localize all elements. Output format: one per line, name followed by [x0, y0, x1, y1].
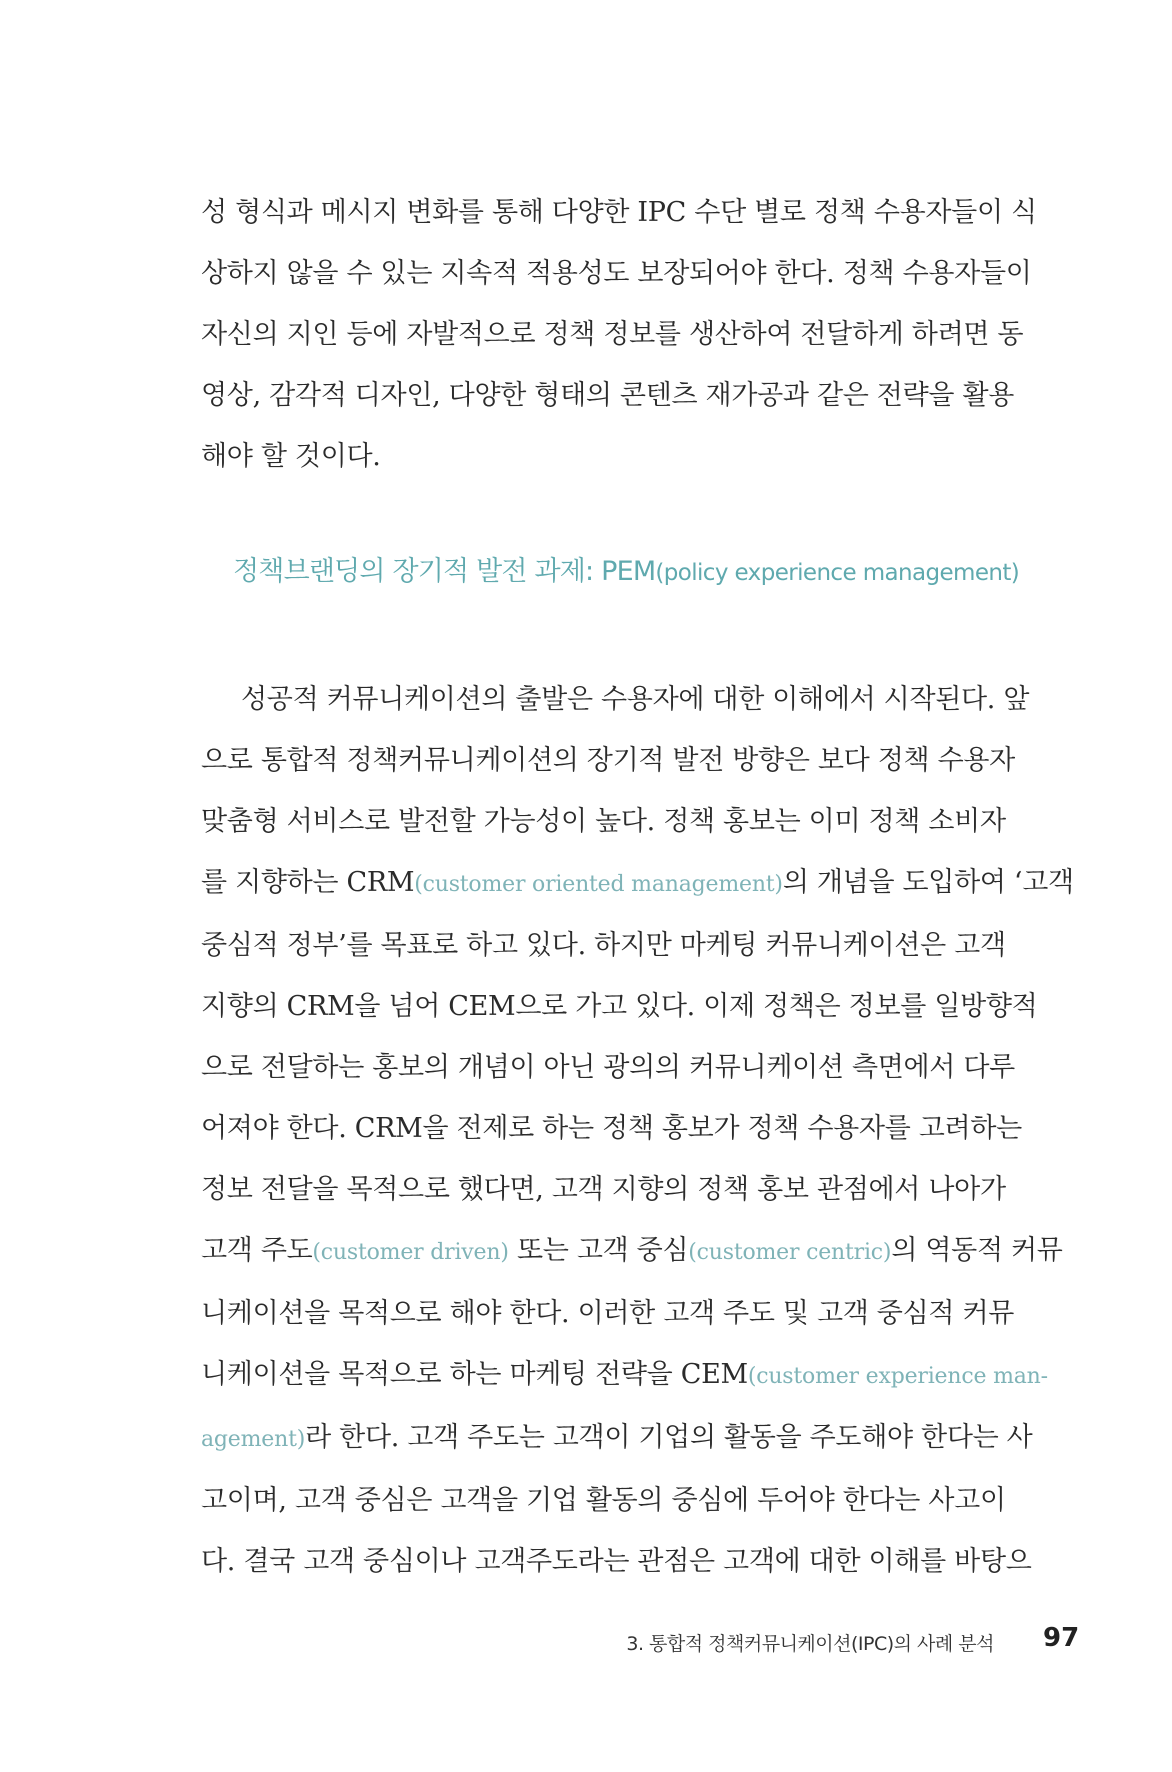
line-text: 니케이션을 목적으로 하는 마케팅 전략을 CEM — [201, 1359, 748, 1390]
paragraph-line: 다. 결국 고객 중심이나 고객주도라는 관점은 고객에 대한 이해를 바탕으 — [201, 1546, 1032, 1577]
section-heading-sub: (policy experience management) — [655, 560, 1020, 586]
paragraph-line: 중심적 정부’를 목표로 하고 있다. 하지만 마케팅 커뮤니케이션은 고객 — [201, 930, 1006, 961]
paragraph-line: 상하지 않을 수 있는 지속적 적용성도 보장되어야 한다. 정책 수용자들이 — [201, 258, 1032, 289]
english-term-note: (customer oriented management) — [414, 872, 783, 897]
running-head: 3. 통합적 정책커뮤니케이션(IPC)의 사례 분석 — [626, 1633, 994, 1655]
paragraph-line: 영상, 감각적 디자인, 다양한 형태의 콘텐츠 재가공과 같은 전략을 활용 — [201, 380, 1015, 411]
paragraph-line: 해야 할 것이다. — [201, 441, 381, 472]
paragraph-line-with-note — [201, 1407, 1033, 1470]
paragraph-line: 맞춤형 서비스로 발전할 가능성이 높다. 정책 홍보는 이미 정책 소비자 — [201, 806, 1006, 837]
paragraph-line-with-note — [201, 852, 1074, 915]
paragraph-line: 성공적 커뮤니케이션의 출발은 수용자에 대한 이해에서 시작된다. 앞 — [241, 684, 1030, 715]
paragraph-line: 으로 통합적 정책커뮤니케이션의 장기적 발전 방향은 보다 정책 수용자 — [201, 745, 1015, 776]
paragraph-line: 지향의 CRM을 넘어 CEM으로 가고 있다. 이제 정책은 정보를 일방향적 — [201, 991, 1038, 1022]
paragraph-line: 자신의 지인 등에 자발적으로 정책 정보를 생산하여 전달하게 하려면 동 — [201, 319, 1024, 350]
english-term-note: (customer experience man- — [747, 1364, 1048, 1389]
line-text: 의 개념을 도입하여 ‘고객 — [782, 867, 1074, 898]
english-term-note: agement) — [201, 1427, 306, 1452]
paragraph-line: 어져야 한다. CRM을 전제로 하는 정책 홍보가 정책 수용자를 고려하는 — [201, 1113, 1022, 1144]
paragraph-line: 정보 전달을 목적으로 했다면, 고객 지향의 정책 홍보 관점에서 나아가 — [201, 1174, 1006, 1205]
paragraph-line: 고이며, 고객 중심은 고객을 기업 활동의 중심에 두어야 한다는 사고이 — [201, 1485, 1006, 1516]
page-footer — [0, 1621, 1172, 1661]
section-heading-main: 정책브랜딩의 장기적 발전 과제: PEM — [233, 556, 656, 587]
paragraph-1 — [201, 182, 1037, 487]
line-text: 또는 고객 중심 — [508, 1235, 689, 1266]
line-text: 고객 주도 — [201, 1235, 313, 1266]
english-term-note: (customer driven) — [312, 1240, 509, 1265]
paragraph-line-with-note — [201, 1220, 1063, 1283]
line-text: 의 역동적 커뮤 — [891, 1235, 1063, 1266]
page-number: 97 — [1043, 1623, 1080, 1653]
paragraph-2 — [201, 669, 1074, 1592]
paragraph-line: 성 형식과 메시지 변화를 통해 다양한 IPC 수단 별로 정책 수용자들이 식 — [201, 197, 1037, 228]
paragraph-line-with-note — [201, 1344, 1048, 1407]
line-text: 를 지향하는 CRM — [201, 867, 415, 898]
section-heading — [233, 552, 1019, 593]
paragraph-line: 니케이션을 목적으로 해야 한다. 이러한 고객 주도 및 고객 중심적 커뮤 — [201, 1298, 1015, 1329]
english-term-note: (customer centric) — [688, 1240, 892, 1265]
paragraph-line: 으로 전달하는 홍보의 개념이 아닌 광의의 커뮤니케이션 측면에서 다루 — [201, 1052, 1015, 1083]
line-text: 라 한다. 고객 주도는 고객이 기업의 활동을 주도해야 한다는 사 — [305, 1422, 1033, 1453]
